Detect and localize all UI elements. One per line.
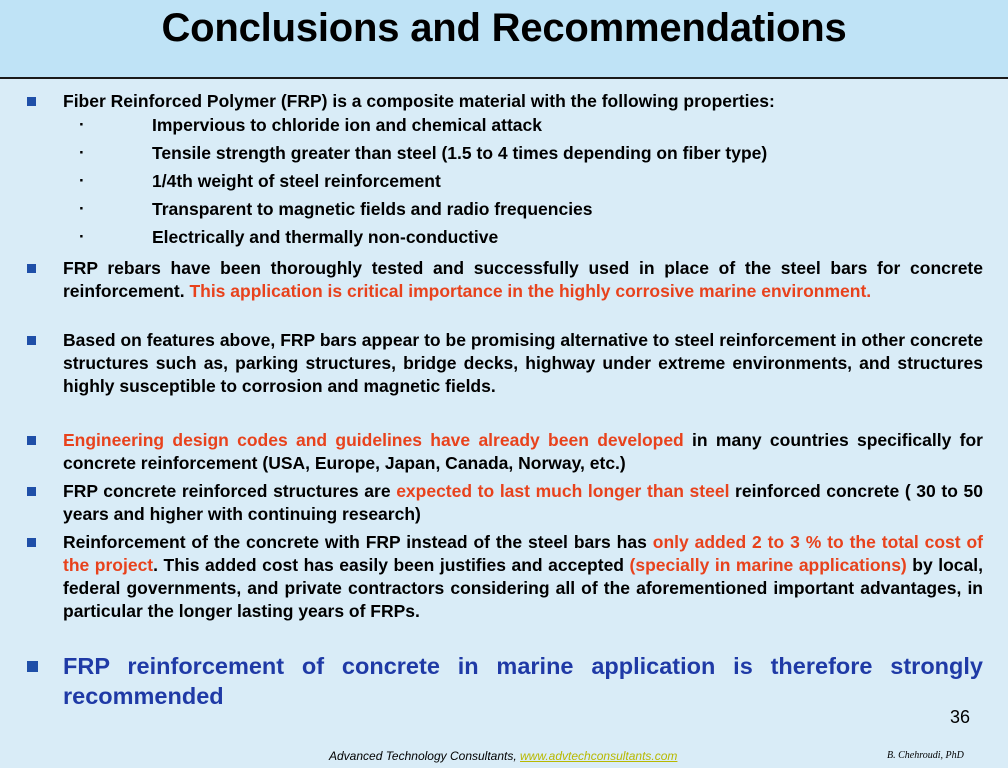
square-bullet-icon	[27, 264, 36, 273]
footer	[0, 748, 1008, 768]
page-number: 36	[950, 707, 971, 727]
property-text: Impervious to chloride ion and chemical attack	[152, 115, 542, 135]
page-title: Conclusions and Recommendations	[161, 6, 847, 50]
square-bullet-icon	[27, 487, 36, 496]
property-text: 1/4th weight of steel reinforcement	[152, 171, 441, 191]
footer-author: B. Chehroudi, PhD	[887, 750, 964, 761]
bullet-text: Based on features above, FRP bars appear to be promising alternative to steel reinforcement in other concrete structures such as, parking structures, bridge decks, highway under extreme environments, and structures highly susceptible to corrosion and magnetic fields.	[63, 330, 983, 396]
square-bullet-icon	[27, 336, 36, 345]
bullet-text	[63, 480, 983, 526]
dot-bullet-icon: ·	[79, 115, 85, 134]
dot-bullet-icon: ·	[79, 199, 85, 218]
bullet-text-part: in many countries specifically for concrete reinforcement (USA, Europe, Japan, Canada, Norway, etc.)	[63, 430, 983, 473]
bullet-text: Fiber Reinforced Polymer (FRP) is a composite material with the following properties:	[63, 91, 775, 111]
square-bullet-icon	[27, 538, 36, 547]
footer-org	[329, 749, 677, 763]
property-item	[0, 171, 1008, 199]
highlight-text: (specially in marine applications)	[629, 555, 907, 575]
bullet-text	[63, 257, 983, 303]
bullet-text-part: by local, federal governments, and private contractors considering all of the aforementioned important advantages, in particular the longer lasting years of FRPs.	[63, 555, 983, 621]
square-bullet-icon	[27, 436, 36, 445]
footer-org-name: Advanced Technology Consultants,	[329, 749, 521, 763]
highlight-text: Engineering design codes and guidelines have already been developed	[63, 430, 684, 450]
highlight-text: expected to last much longer than steel	[396, 481, 730, 501]
property-item	[0, 143, 1008, 171]
bullet-text	[63, 531, 983, 623]
property-text: Tensile strength greater than steel (1.5 to 4 times depending on fiber type)	[152, 143, 768, 163]
footer-website-link[interactable]: www.advtechconsultants.com	[520, 749, 678, 763]
bullet-text-part: . This added cost has easily been justifies and accepted	[153, 555, 630, 575]
property-text: Transparent to magnetic fields and radio frequencies	[152, 199, 593, 219]
bullet-text-part: FRP concrete reinforced structures are	[63, 481, 397, 501]
bullet-text-part: Reinforcement of the concrete with FRP instead of the steel bars has	[63, 532, 653, 552]
bullet-text-part: reinforced concrete ( 30 to 50 years and higher with continuing research)	[63, 481, 983, 524]
bullet-text-part: FRP rebars have been thoroughly tested and successfully used in place of the steel bars for concrete reinforcement.	[63, 258, 983, 301]
highlight-text: only added 2 to 3 % to the total cost of the project	[63, 532, 983, 575]
slide-content	[0, 80, 1008, 720]
dot-bullet-icon: ·	[79, 143, 85, 162]
square-bullet-icon	[27, 661, 38, 672]
recommendation-text: FRP reinforcement of concrete in marine application is therefore strongly recommended	[63, 653, 983, 709]
property-text: Electrically and thermally non-conductive	[152, 227, 499, 247]
title-band	[0, 0, 1008, 79]
property-item	[0, 227, 1008, 255]
bullet-text	[63, 429, 983, 475]
highlight-text: This application is critical importance in the highly corrosive marine environment.	[189, 281, 872, 301]
dot-bullet-icon: ·	[79, 171, 85, 190]
property-item	[0, 199, 1008, 227]
square-bullet-icon	[27, 97, 36, 106]
dot-bullet-icon: ·	[79, 227, 85, 246]
property-item	[0, 115, 1008, 143]
